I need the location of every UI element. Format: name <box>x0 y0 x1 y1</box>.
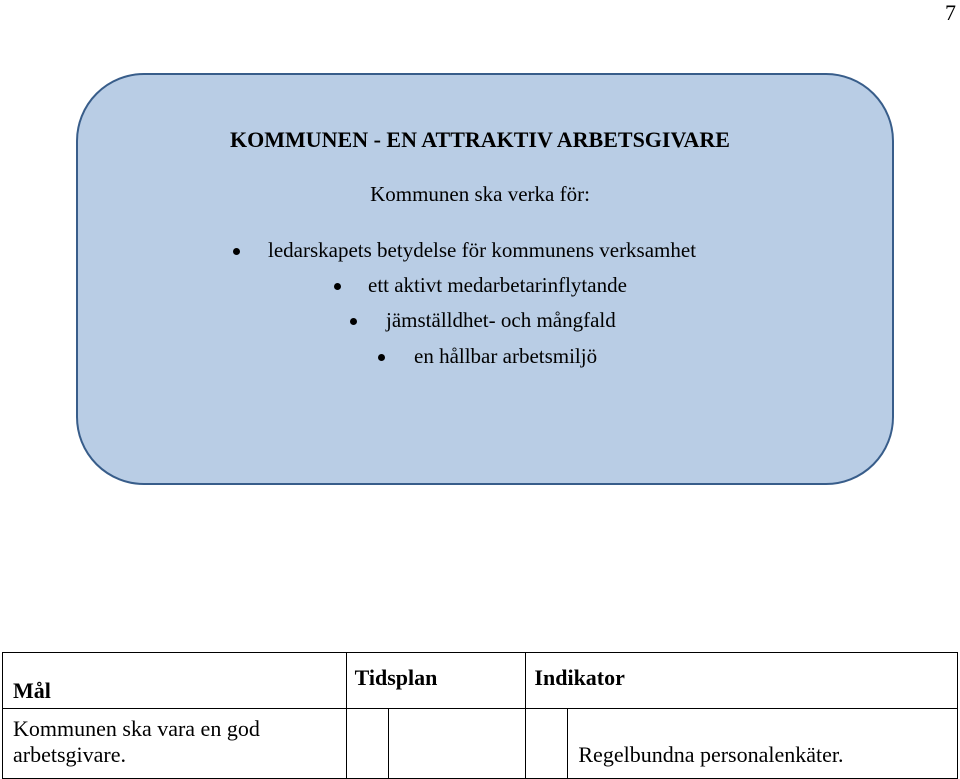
cell-goal <box>3 709 347 779</box>
goal-text-line1: Kommunen ska vara en god <box>13 716 260 741</box>
cell-indicator <box>568 709 958 779</box>
cell-timeline <box>388 709 526 779</box>
bullet-icon <box>233 248 240 255</box>
goal-text-line2: arbetsgivare. <box>13 742 126 767</box>
table-header-row <box>3 653 958 709</box>
bullet-icon <box>378 354 385 361</box>
cell-blank <box>526 709 568 779</box>
header-timeline: Tidsplan <box>354 665 438 690</box>
callout-title: KOMMUNEN - EN ATTRAKTIV ARBETSGIVARE <box>230 127 730 152</box>
page-number: 7 <box>945 0 956 25</box>
bullet-item: en hållbar arbetsmiljö <box>414 344 598 368</box>
bullet-icon <box>350 318 357 325</box>
bullet-item: jämställdhet- och mångfald <box>386 308 616 332</box>
cell-blank <box>346 709 388 779</box>
header-goal: Mål <box>13 678 51 703</box>
header-indicator: Indikator <box>534 665 625 690</box>
header-cell-indicator <box>526 653 958 709</box>
callout-subtitle: Kommunen ska verka för: <box>370 182 590 206</box>
bullet-item: ledarskapets betydelse för kommunens verksamhet <box>268 238 697 262</box>
header-cell-timeline <box>346 653 526 709</box>
header-cell-goal <box>3 653 347 709</box>
bullet-icon <box>334 283 341 290</box>
goal-table <box>2 652 958 779</box>
indicator-text: Regelbundna personalenkäter. <box>578 742 844 767</box>
bullet-item: ett aktivt medarbetarinflytande <box>368 273 627 297</box>
table-row <box>3 709 958 779</box>
